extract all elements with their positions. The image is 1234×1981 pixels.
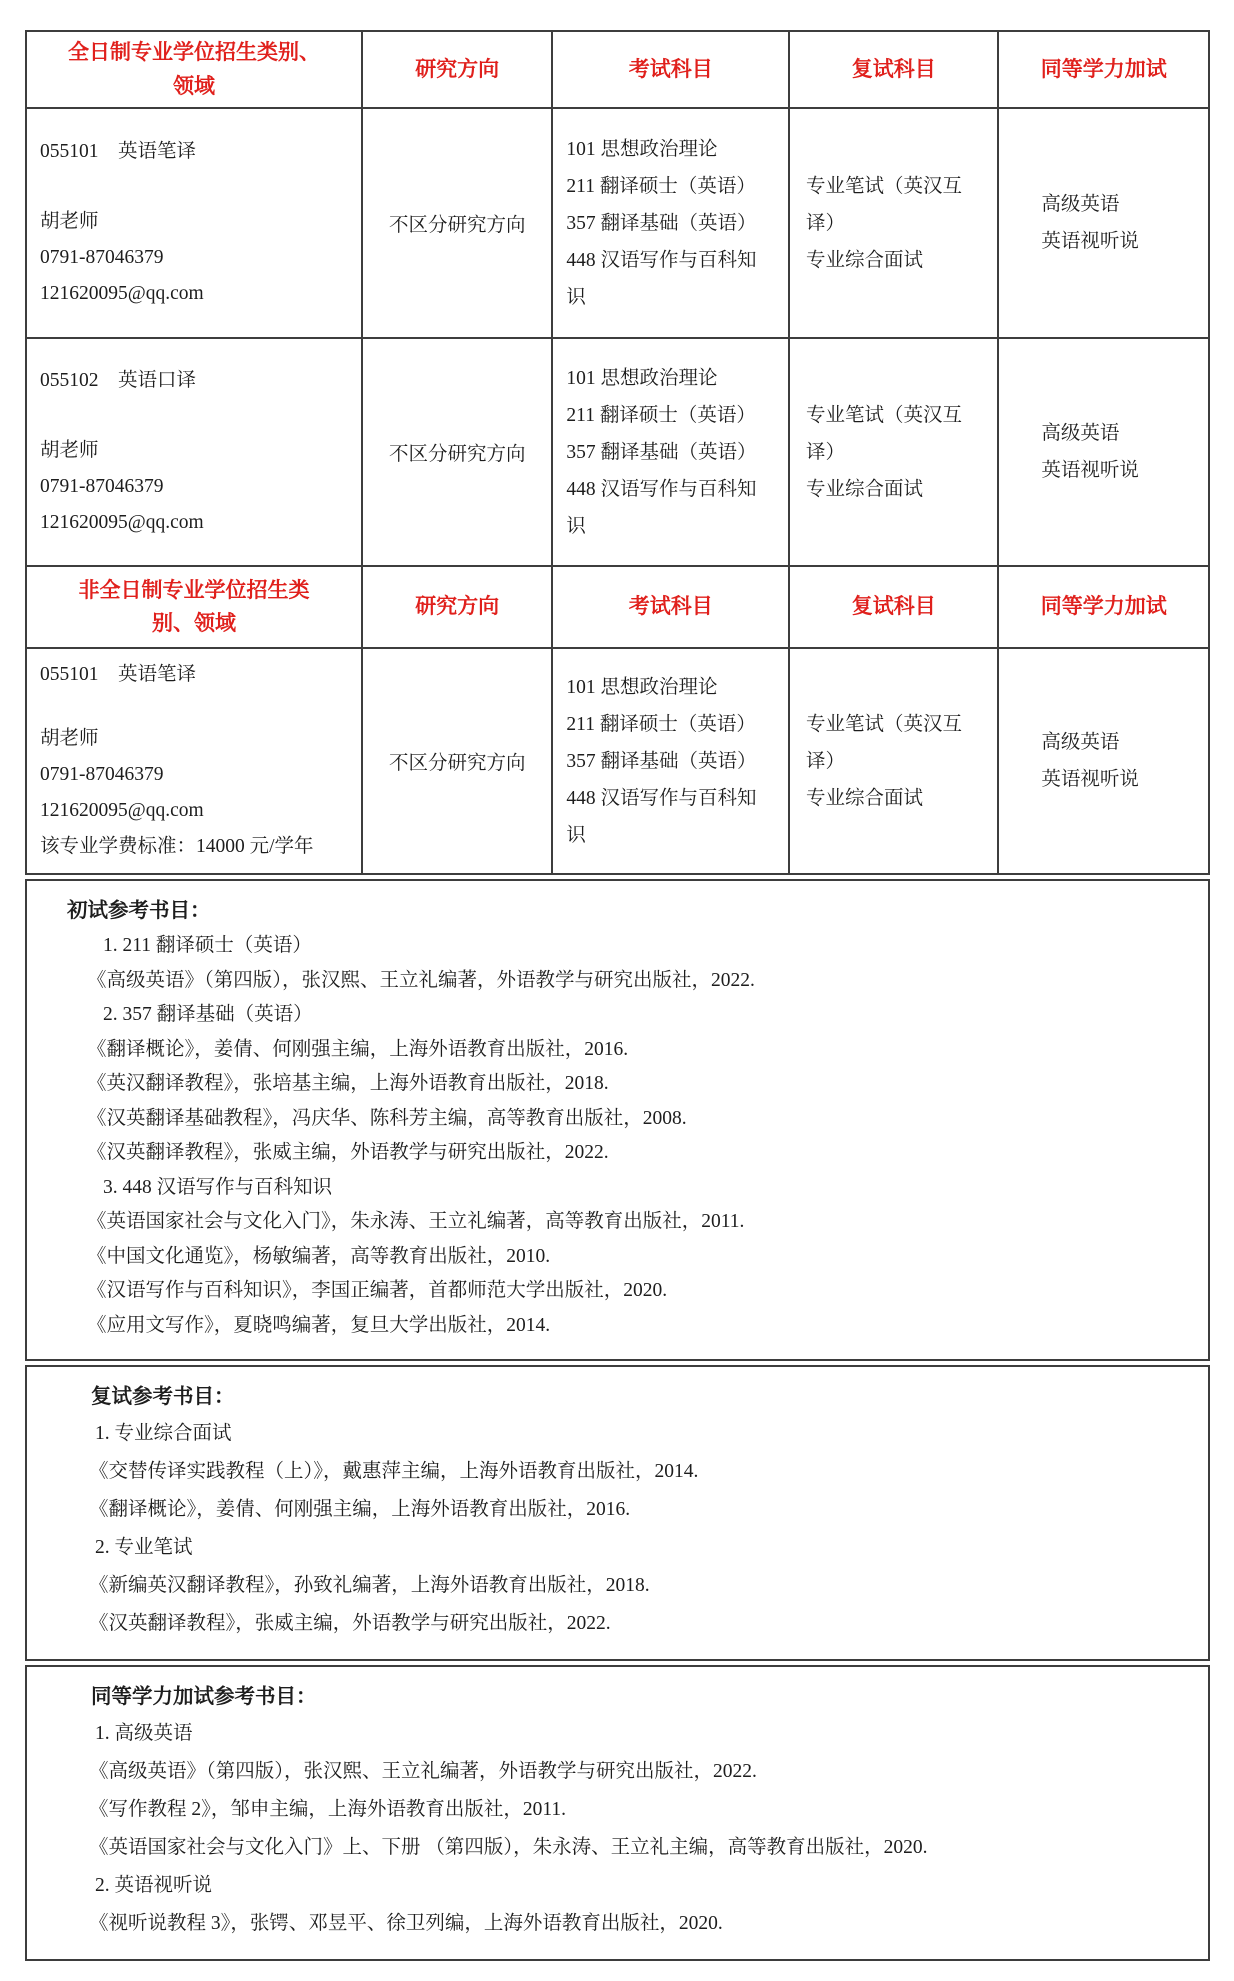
exam-subject: 448 汉语写作与百科知识 <box>566 249 757 308</box>
program-row-fulltime-055101 <box>26 108 1209 338</box>
program-contact: 胡老师 <box>40 728 99 750</box>
retest-subject: 专业综合面试 <box>806 478 924 500</box>
exam-subject: 211 翻译硕士（英语） <box>566 175 756 197</box>
reference-book: 《汉英翻译教程》，张威主编，外语教学与研究出版社，2022. <box>89 1613 611 1635</box>
retest-subject: 专业笔试（英汉互译） <box>806 404 963 463</box>
research-direction-header: 研究方向 <box>362 31 552 108</box>
program-code-name: 055102 英语口译 <box>40 370 197 392</box>
program-row-parttime-055101 <box>26 648 1209 874</box>
reference-book: 《高级英语》（第四版），张汉熙、王立礼编著，外语教学与研究出版社，2022. <box>87 969 755 991</box>
section-title: 初试参考书目： <box>67 900 211 923</box>
reference-item: 2. 英语视听说 <box>95 1875 213 1897</box>
fulltime-category-header-text: 全日制专业学位招生类别、领域 <box>67 40 320 98</box>
exam-subjects-header: 考试科目 <box>552 566 789 648</box>
exam-subjects-cell <box>552 648 789 874</box>
exam-subject: 101 思想政治理论 <box>566 367 718 389</box>
fulltime-category-header <box>26 31 362 108</box>
reference-book: 《视听说教程 3》，张锷、邓昱平、徐卫列编，上海外语教育出版社，2020. <box>89 1913 723 1935</box>
retest-subject: 专业笔试（英汉互译） <box>806 175 963 234</box>
reference-book: 《高级英语》（第四版），张汉熙、王立礼编著，外语教学与研究出版社，2022. <box>89 1761 757 1783</box>
reference-book: 《翻译概论》，姜倩、何刚强主编，上海外语教育出版社，2016. <box>89 1499 631 1521</box>
program-code-name: 055101 英语笔译 <box>40 664 197 686</box>
reference-item: 1. 211 翻译硕士（英语） <box>103 935 312 957</box>
supplementary-subjects-cell <box>998 108 1209 338</box>
retest-subject: 专业笔试（英汉互译） <box>806 713 963 772</box>
program-phone: 0791-87046379 <box>40 247 164 269</box>
parttime-category-header-text: 非全日制专业学位招生类别、领域 <box>78 577 310 636</box>
reference-item: 3. 448 汉语写作与百科知识 <box>103 1176 333 1198</box>
reference-book: 《英语国家社会与文化入门》上、下册 （第四版），朱永涛、王立礼主编，高等教育出版社，2020. <box>89 1837 928 1859</box>
reference-book: 《英汉翻译教程》，张培基主编，上海外语教育出版社，2018. <box>87 1073 609 1095</box>
program-phone: 0791-87046379 <box>40 764 164 786</box>
exam-subject: 357 翻译基础（英语） <box>566 750 757 772</box>
exam-subjects-header: 考试科目 <box>552 31 789 108</box>
supplementary-subject: 英语视听说 <box>1041 769 1139 791</box>
supplementary-exam-reference-section <box>25 1665 1210 1961</box>
exam-subjects-cell <box>552 338 789 566</box>
supplementary-exam-header: 同等学力加试 <box>998 566 1209 648</box>
research-direction-cell: 不区分研究方向 <box>362 108 552 338</box>
reference-item: 2. 357 翻译基础（英语） <box>103 1004 313 1026</box>
research-direction-header: 研究方向 <box>362 566 552 648</box>
program-cell <box>26 108 362 338</box>
reference-book: 《汉语写作与百科知识》，李国正编著，首都师范大学出版社，2020. <box>87 1280 668 1302</box>
supplementary-subject: 高级英语 <box>1041 423 1120 445</box>
exam-subject: 357 翻译基础（英语） <box>566 441 757 463</box>
reference-book: 《新编英汉翻译教程》，孙致礼编著，上海外语教育出版社，2018. <box>89 1575 650 1597</box>
retest-subjects-header: 复试科目 <box>789 566 998 648</box>
section-title: 复试参考书目： <box>91 1386 235 1409</box>
reference-book: 《中国文化通览》，杨敏编著，高等教育出版社，2010. <box>87 1245 551 1267</box>
reference-item: 1. 专业综合面试 <box>95 1423 232 1445</box>
exam-subject: 448 汉语写作与百科知识 <box>566 478 757 537</box>
program-email: 121620095@qq.com <box>40 800 204 822</box>
supplementary-subjects-cell <box>998 338 1209 566</box>
program-phone: 0791-87046379 <box>40 476 164 498</box>
reference-item: 1. 高级英语 <box>95 1723 193 1745</box>
exam-subject: 101 思想政治理论 <box>566 676 718 698</box>
reference-book: 《汉英翻译教程》，张威主编，外语教学与研究出版社，2022. <box>87 1142 609 1164</box>
section-title: 同等学力加试参考书目： <box>91 1686 317 1709</box>
reference-book: 《写作教程 2》，邹申主编，上海外语教育出版社，2011. <box>89 1799 567 1821</box>
exam-subject: 101 思想政治理论 <box>566 138 718 160</box>
retest-subjects-cell <box>789 648 998 874</box>
retest-subjects-cell <box>789 108 998 338</box>
supplementary-subjects-cell <box>998 648 1209 874</box>
reference-book: 《英语国家社会与文化入门》，朱永涛、王立礼编著，高等教育出版社，2011. <box>87 1211 745 1233</box>
supplementary-subject: 高级英语 <box>1041 732 1120 754</box>
program-row-fulltime-055102 <box>26 338 1209 566</box>
exam-subjects-cell <box>552 108 789 338</box>
initial-exam-reference-section <box>25 879 1210 1361</box>
reference-book: 《交替传译实践教程（上）》，戴惠萍主编，上海外语教育出版社，2014. <box>89 1461 699 1483</box>
retest-reference-section <box>25 1365 1210 1661</box>
retest-subject: 专业综合面试 <box>806 787 924 809</box>
program-cell <box>26 338 362 566</box>
program-contact: 胡老师 <box>40 211 99 233</box>
fulltime-header-row <box>26 31 1209 108</box>
exam-subject: 448 汉语写作与百科知识 <box>566 787 757 846</box>
supplementary-subject: 英语视听说 <box>1041 460 1139 482</box>
research-direction-cell: 不区分研究方向 <box>362 648 552 874</box>
supplementary-subject: 英语视听说 <box>1041 231 1139 253</box>
program-email: 121620095@qq.com <box>40 283 204 305</box>
retest-subjects-header: 复试科目 <box>789 31 998 108</box>
exam-subject: 211 翻译硕士（英语） <box>566 404 756 426</box>
reference-book: 《应用文写作》，夏晓鸣编著，复旦大学出版社，2014. <box>87 1314 551 1336</box>
reference-item: 2. 专业笔试 <box>95 1537 193 1559</box>
program-cell <box>26 648 362 874</box>
reference-book: 《汉英翻译基础教程》，冯庆华、陈科芳主编，高等教育出版社，2008. <box>87 1107 687 1129</box>
retest-subjects-cell <box>789 338 998 566</box>
program-tuition: 该专业学费标准：14000 元/学年 <box>40 836 314 858</box>
parttime-category-header <box>26 566 362 648</box>
research-direction-cell: 不区分研究方向 <box>362 338 552 566</box>
supplementary-exam-header: 同等学力加试 <box>998 31 1209 108</box>
program-code-name: 055101 英语笔译 <box>40 141 197 163</box>
program-email: 121620095@qq.com <box>40 512 204 534</box>
program-contact: 胡老师 <box>40 440 99 462</box>
exam-subject: 211 翻译硕士（英语） <box>566 713 756 735</box>
parttime-header-row <box>26 566 1209 648</box>
retest-subject: 专业综合面试 <box>806 249 924 271</box>
supplementary-subject: 高级英语 <box>1041 194 1120 216</box>
reference-book: 《翻译概论》，姜倩、何刚强主编，上海外语教育出版社，2016. <box>87 1038 629 1060</box>
admissions-table <box>25 30 1210 875</box>
exam-subject: 357 翻译基础（英语） <box>566 212 757 234</box>
